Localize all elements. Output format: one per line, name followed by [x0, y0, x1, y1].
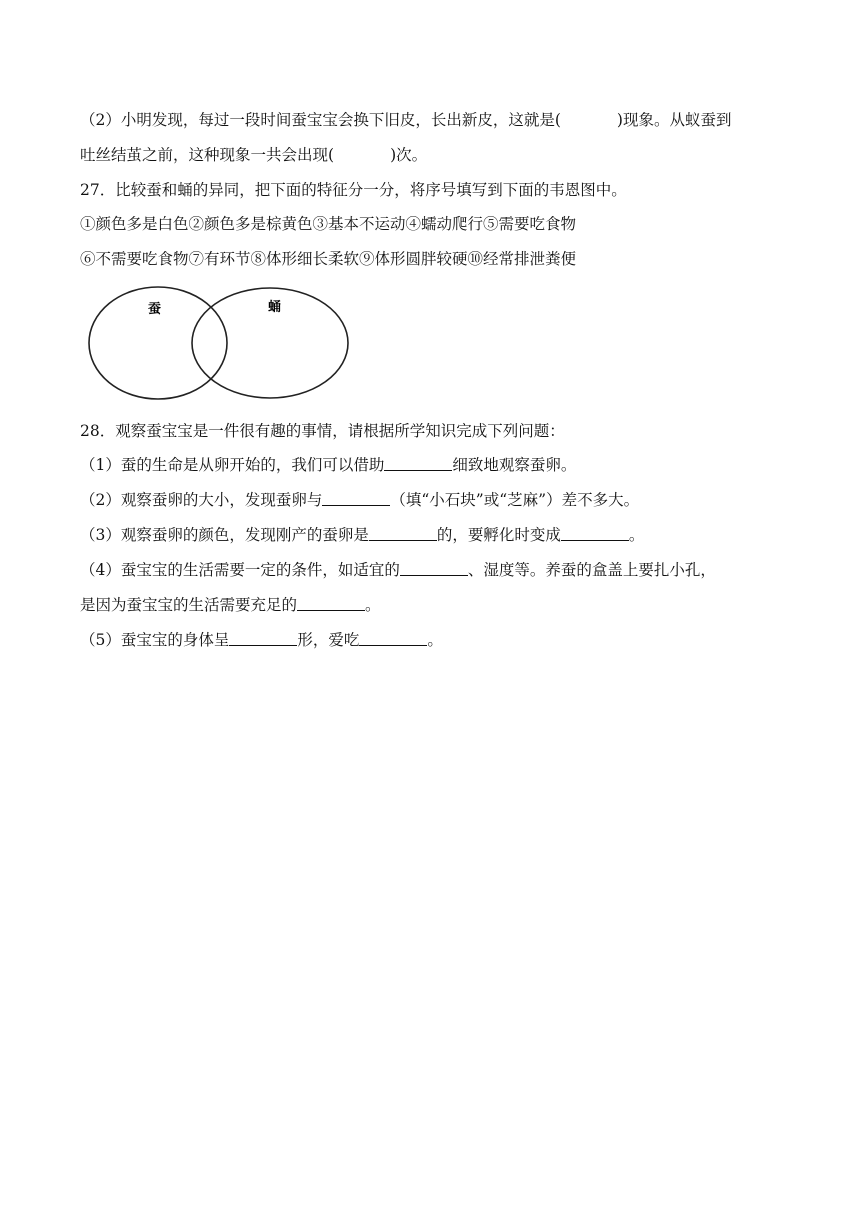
- q28-part5-text-c: 。: [427, 631, 443, 649]
- q28-part4-text-a: （4）蚕宝宝的生活需要一定的条件，如适宜的: [80, 561, 400, 579]
- answer-blank-need[interactable]: [297, 596, 365, 611]
- q26-part2-line2: [80, 145, 427, 165]
- q28-part4-text-c: 是因为蚕宝宝的生活需要充足的: [80, 596, 298, 614]
- answer-blank-tool[interactable]: [384, 456, 452, 471]
- venn-label-silkworm: 蚕: [148, 302, 162, 317]
- q28-part4-line2: [80, 595, 381, 615]
- q28-stem: 28．观察蚕宝宝是一件很有趣的事情，请根据所学知识完成下列问题：: [80, 422, 565, 440]
- q28-part4-text-b: 、湿度等。养蚕的盒盖上要扎小孔，: [467, 561, 716, 579]
- q28-part2-text-b: （填“小石块”或“芝麻”）差不多大。: [390, 491, 640, 509]
- answer-blank-hatch-color[interactable]: [561, 526, 629, 541]
- venn-label-pupa: 蛹: [268, 300, 282, 315]
- q28-part1-text-b: 细致地观察蚕卵。: [452, 456, 577, 474]
- q28-part3: [80, 525, 644, 545]
- q28-part1-text-a: （1）蚕的生命是从卵开始的，我们可以借助: [80, 456, 385, 474]
- answer-blank-food[interactable]: [359, 631, 427, 646]
- q28-part1: [80, 455, 576, 475]
- q27-options-row1: ①颜色多是白色②颜色多是棕黄色③基本不运动④蠕动爬行⑤需要吃食物: [80, 215, 577, 233]
- q28-part5-text-a: （5）蚕宝宝的身体呈: [80, 631, 230, 649]
- q28-part2-text-a: （2）观察蚕卵的大小，发现蚕卵与: [80, 491, 323, 509]
- q28-part3-text-a: （3）观察蚕卵的颜色，发现刚产的蚕卵是: [80, 526, 369, 544]
- q26-part2-text-c: 吐丝结茧之前，这种现象一共会出现(: [80, 146, 335, 164]
- q28-part5: [80, 630, 443, 650]
- q28-part4-line1: [80, 560, 716, 580]
- answer-blank-shape[interactable]: [229, 631, 297, 646]
- answer-blank-condition[interactable]: [400, 561, 468, 576]
- answer-blank-fresh-color[interactable]: [369, 526, 437, 541]
- venn-diagram[interactable]: [84, 282, 356, 400]
- q27-stem: 27．比较蚕和蛹的异同，把下面的特征分一分，将序号填写到下面的韦恩图中。: [80, 181, 627, 199]
- q27-options-row2: ⑥不需要吃食物⑦有环节⑧体形细长柔软⑨体形圆胖较硬⑩经常排泄粪便: [80, 250, 577, 268]
- q26-part2-text-a: （2）小明发现，每过一段时间蚕宝宝会换下旧皮，长出新皮，这就是(: [80, 111, 561, 129]
- q28-part4-text-d: 。: [365, 596, 381, 614]
- q28-part2: [80, 490, 639, 510]
- q28-part5-text-b: 形，爱吃: [297, 631, 360, 649]
- q26-part2-text-b: )现象。从蚁蚕到: [616, 111, 732, 129]
- q28-part3-text-b: 的，要孵化时变成: [436, 526, 561, 544]
- q28-part3-text-c: 。: [628, 526, 645, 544]
- answer-blank-size[interactable]: [322, 491, 390, 506]
- q26-part2-line1: [80, 110, 731, 130]
- q26-part2-text-d: )次。: [390, 146, 428, 164]
